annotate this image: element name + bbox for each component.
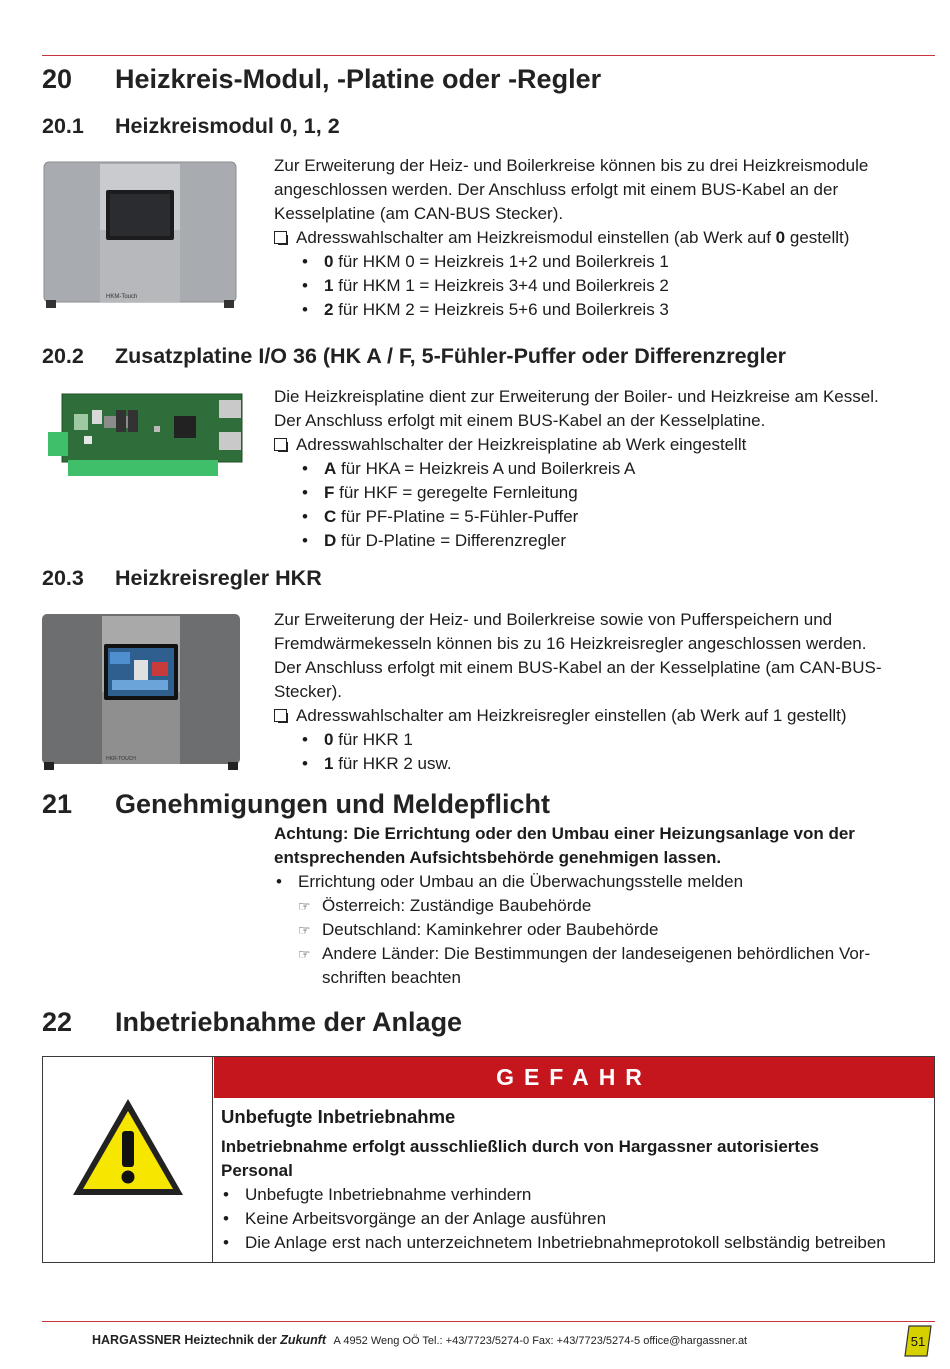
section-20-number: 20 xyxy=(42,64,73,94)
check-item: Adresswahlschalter am Heizkreismodul einstellen (ab Werk auf 0 gestellt) xyxy=(274,226,934,250)
bullet-icon: • xyxy=(276,872,282,891)
list-item: • Errichtung oder Umbau an die Überwachungsstelle melden xyxy=(274,870,934,894)
section-21-number: 21 xyxy=(42,789,73,819)
section-21-title: Genehmigungen und Meldepflicht xyxy=(115,789,550,819)
heizkreisregler-photo xyxy=(40,612,242,772)
bullet-icon: • xyxy=(223,1233,229,1252)
bullet-icon: • xyxy=(302,507,308,526)
bullet-icon: • xyxy=(302,300,308,319)
section-20-1-body xyxy=(274,154,934,322)
hint-item: ☞ Österreich: Zuständige Baubehörde xyxy=(274,894,934,918)
check-item: Adresswahlschalter am Heizkreisregler einstellen (ab Werk auf 1 gestellt) xyxy=(274,704,934,728)
danger-emphasis: Personal xyxy=(221,1161,293,1180)
footer-brand-emphasis: Zukunft xyxy=(280,1333,327,1347)
danger-title: Unbefugte Inbetriebnahme xyxy=(221,1106,456,1127)
list-item: • 1 für HKR 2 usw. xyxy=(274,752,934,776)
footer-contact: A 4952 Weng OÖ Tel.: +43/7723/5274-0 Fax: +43/7723/5274-5 office@hargassner.at xyxy=(333,1335,748,1347)
list-item: • D für D-Platine = Differenzregler xyxy=(274,529,934,553)
check-item: Adresswahlschalter der Heizkreisplatine ab Werk eingestellt xyxy=(274,433,934,457)
list-item: • Unbefugte Inbetriebnahme verhindern xyxy=(221,1183,933,1207)
page-footer xyxy=(92,1333,747,1347)
warning-triangle-icon xyxy=(69,1095,187,1199)
intro-line: Der Anschluss erfolgt mit einem BUS-Kabel an der Kesselplatine. xyxy=(274,411,766,430)
pointing-hand-icon: ☞ xyxy=(298,922,311,938)
danger-box xyxy=(42,1056,935,1263)
section-20-3-body xyxy=(274,608,934,776)
pointing-hand-icon: ☞ xyxy=(298,898,311,914)
section-21-body xyxy=(274,822,934,990)
bullet-icon: • xyxy=(223,1185,229,1204)
bullet-icon: • xyxy=(302,754,308,773)
danger-icon-cell xyxy=(43,1057,213,1262)
section-20-1-number: 20.1 xyxy=(42,114,84,138)
page-number-badge xyxy=(903,1324,933,1358)
list-item: • F für HKF = geregelte Fernleitung xyxy=(274,481,934,505)
intro-line: Stecker). xyxy=(274,682,343,701)
top-rule xyxy=(42,55,935,56)
footer-brand: HARGASSNER Heiztechnik der xyxy=(92,1333,281,1347)
hkm-device-label: HKM-Touch xyxy=(106,294,138,300)
list-item: • 0 für HKM 0 = Heizkreis 1+2 und Boilerkreis 1 xyxy=(274,250,934,274)
bullet-icon: • xyxy=(302,252,308,271)
heizkreismodul-photo xyxy=(42,160,238,310)
page-number: 51 xyxy=(910,1334,926,1349)
bullet-icon: • xyxy=(302,483,308,502)
hint-item: ☞ Andere Länder: Die Bestimmungen der landeseigenen behördlichen Vor- xyxy=(274,942,934,966)
section-20-2-body xyxy=(274,385,934,553)
warning-text: Achtung: Die Errichtung oder den Umbau einer Heizungsanlage von der xyxy=(274,824,855,843)
list-item: • 0 für HKR 1 xyxy=(274,728,934,752)
checkbox-icon xyxy=(274,438,287,451)
footer-rule xyxy=(42,1321,935,1322)
intro-line: angeschlossen werden. Der Anschluss erfolgt mit einem BUS-Kabel an der xyxy=(274,180,839,199)
intro-line: Kesselplatine (am CAN-BUS Stecker). xyxy=(274,204,564,223)
intro-line: Die Heizkreisplatine dient zur Erweiterung der Boiler- und Heizkreise am Kessel. xyxy=(274,387,879,406)
checkbox-icon xyxy=(274,231,287,244)
bullet-icon: • xyxy=(302,459,308,478)
bullet-icon: • xyxy=(302,730,308,749)
list-item: • C für PF-Platine = 5-Fühler-Puffer xyxy=(274,505,934,529)
section-20-1-title: Heizkreismodul 0, 1, 2 xyxy=(115,114,340,138)
intro-line: Der Anschluss erfolgt mit einem BUS-Kabel an der Kesselplatine (am CAN-BUS- xyxy=(274,658,882,677)
intro-line: Fremdwärmekesseln können bis zu 16 Heizkreisregler angeschlossen werden. xyxy=(274,634,867,653)
section-20-title: Heizkreis-Modul, -Platine oder -Regler xyxy=(115,64,602,94)
section-20-2-title: Zusatzplatine I/O 36 (HK A / F, 5-Fühler-Puffer oder Differenzregler xyxy=(115,344,786,368)
zusatzplatine-photo xyxy=(44,386,259,486)
hkr-device-label: HKR-TOUCH xyxy=(106,756,136,762)
danger-header: GEFAHR xyxy=(214,1057,934,1098)
section-22-number: 22 xyxy=(42,1007,73,1037)
list-item: • 1 für HKM 1 = Heizkreis 3+4 und Boilerkreis 2 xyxy=(274,274,934,298)
bullet-icon: • xyxy=(302,276,308,295)
intro-line: Zur Erweiterung der Heiz- und Boilerkreise sowie von Pufferspeichern und xyxy=(274,610,833,629)
list-item: • Keine Arbeitsvorgänge an der Anlage ausführen xyxy=(221,1207,933,1231)
hint-continuation: schriften beachten xyxy=(322,968,461,987)
intro-line: Zur Erweiterung der Heiz- und Boilerkreise können bis zu drei Heizkreismodule xyxy=(274,156,869,175)
hint-item: ☞ Deutschland: Kaminkehrer oder Baubehörde xyxy=(274,918,934,942)
warning-text: entsprechenden Aufsichtsbehörde genehmigen lassen. xyxy=(274,848,722,867)
pointing-hand-icon: ☞ xyxy=(298,946,311,962)
section-20-3-title: Heizkreisregler HKR xyxy=(115,566,322,590)
bullet-icon: • xyxy=(302,531,308,550)
list-item: • A für HKA = Heizkreis A und Boilerkreis A xyxy=(274,457,934,481)
danger-emphasis: Inbetriebnahme erfolgt ausschließlich durch von Hargassner autorisiertes xyxy=(221,1137,819,1156)
checkbox-icon xyxy=(274,709,287,722)
danger-content xyxy=(221,1105,933,1255)
list-item: • Die Anlage erst nach unterzeichnetem Inbetriebnahmeprotokoll selbständig betreiben xyxy=(221,1231,933,1255)
section-20-3-number: 20.3 xyxy=(42,566,84,590)
list-item: • 2 für HKM 2 = Heizkreis 5+6 und Boilerkreis 3 xyxy=(274,298,934,322)
bullet-icon: • xyxy=(223,1209,229,1228)
section-20-2-number: 20.2 xyxy=(42,344,84,368)
section-22-title: Inbetriebnahme der Anlage xyxy=(115,1007,463,1037)
